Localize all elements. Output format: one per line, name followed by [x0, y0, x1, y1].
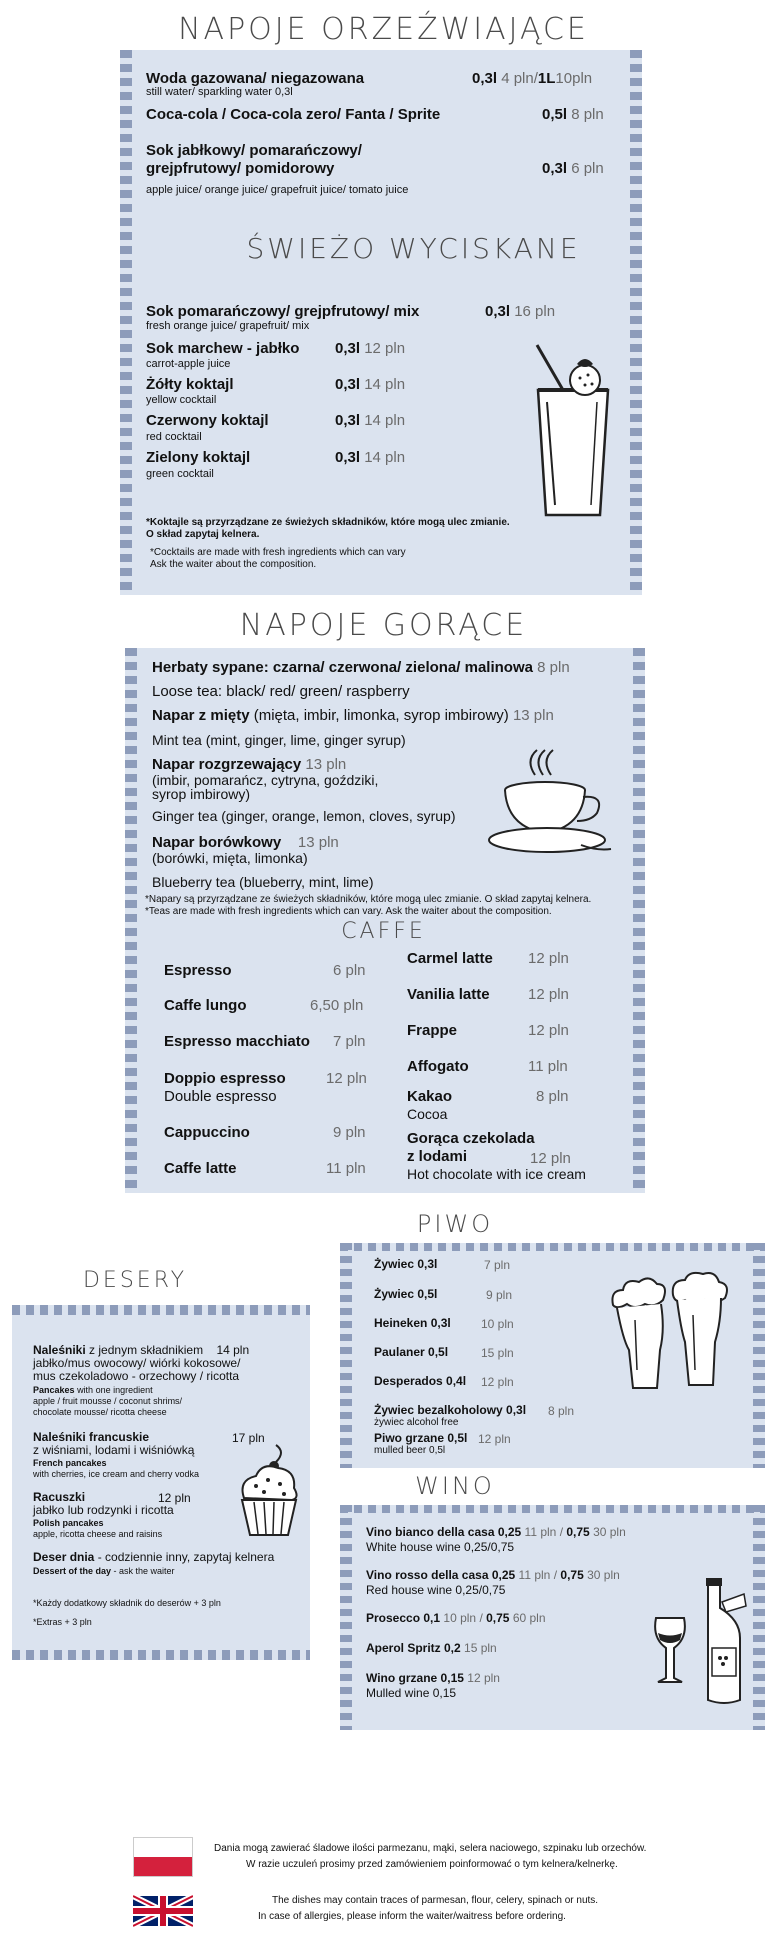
tea-cup-icon — [485, 745, 615, 860]
fresh-item-name: Sok marchew - jabłko — [146, 340, 300, 357]
fresh-item-sub: green cocktail — [146, 468, 214, 480]
coffee-price: 8 pln — [536, 1088, 569, 1105]
mulled-beer-name: Piwo grzane 0,5l — [374, 1431, 468, 1445]
water-price — [472, 70, 592, 87]
coffee-price: 7 pln — [333, 1033, 366, 1050]
white-wine-en: White house wine 0,25/0,75 — [366, 1540, 515, 1554]
white-wine-price-2: 30 pln — [593, 1525, 626, 1539]
beer-name: Żywiec 0,5l — [374, 1287, 438, 1301]
coffee-price: 6,50 pln — [310, 997, 364, 1014]
allergen-note-en-1: The dishes may contain traces of parmesan, flour, celery, spinach or nuts. — [272, 1895, 599, 1906]
pancakes-desc-2: jabłko/mus owocowy/ wiórki kokosowe/ — [33, 1356, 241, 1370]
coffee-name: Espresso — [164, 962, 232, 979]
desserts-note-1: *Każdy dodatkowy składnik do deserów + 3 pln — [33, 1598, 221, 1608]
ginger-tea-en: Ginger tea (ginger, orange, lemon, cloves, syrup) — [152, 808, 456, 824]
hot-chocolate-sub: Hot chocolate with ice cream — [407, 1166, 586, 1182]
coffee-name: Caffe latte — [164, 1160, 237, 1177]
fresh-item-name: Sok pomarańczowy/ grejpfrutowy/ mix — [146, 303, 420, 320]
wine-bottle-glass-icon — [648, 1578, 748, 1708]
allergen-note-pl-2: W razie uczuleń prosimy przed zamówieniem poinformować o tym kelnera/kelnerkę. — [246, 1859, 618, 1870]
wine-title: WINO — [415, 1472, 495, 1500]
beer-name: Żywiec 0,3l — [374, 1257, 438, 1271]
coffee-price: 12 pln — [528, 1022, 569, 1039]
fresh-item-vol: 0,3l — [335, 412, 361, 429]
mulled-wine-en: Mulled wine 0,15 — [366, 1686, 457, 1700]
coffee-price: 9 pln — [333, 1124, 366, 1141]
fresh-item-price — [485, 303, 555, 320]
coffee-price: 11 pln — [528, 1058, 568, 1075]
dessert-of-day-desc: - codziennie inny, zapytaj kelnera — [94, 1550, 275, 1564]
fresh-item-price-val: 12 pln — [364, 340, 406, 357]
hot-chocolate-price: 12 pln — [530, 1150, 571, 1167]
beer-price: 9 pln — [486, 1288, 513, 1302]
cola-price-val: 8 pln — [571, 106, 604, 123]
aperol-name: Aperol Spritz 0,2 — [366, 1641, 461, 1655]
allergen-note-en-2: In case of allergies, please inform the waiter/waitress before ordering. — [258, 1911, 566, 1922]
ginger-tea-desc-2: syrop imbirowy) — [152, 786, 251, 802]
pancakes-en-bold: Pancakes — [33, 1385, 75, 1395]
racuszki-price: 12 pln — [158, 1491, 191, 1505]
coffee-name: Frappe — [407, 1022, 458, 1039]
fresh-item-name: Żółty koktajl — [146, 376, 234, 393]
coffee-name: Carmel latte — [407, 950, 493, 967]
dessert-of-day-en-text: - ask the waiter — [111, 1566, 175, 1576]
water-vol2: 1L — [537, 70, 556, 87]
separator: / — [479, 1611, 483, 1625]
red-wine-price-2: 30 pln — [587, 1568, 620, 1582]
juice-name-2: grejpfrutowy/ pomidorowy — [146, 160, 335, 177]
white-wine-price-1: 11 pln — [524, 1525, 557, 1539]
beer-alcohol-free-price: 8 pln — [548, 1404, 575, 1418]
prosecco-vol-2: 0,75 — [486, 1611, 510, 1625]
coffee-sub: Double espresso — [164, 1088, 277, 1105]
fresh-item-sub: carrot-apple juice — [146, 358, 231, 370]
ginger-tea-desc-1: (imbir, pomarańcz, cytryna, goździki, — [152, 772, 379, 788]
racuszki-desc: jabłko lub rodzynki i ricotta — [33, 1503, 174, 1517]
juice-price-val: 6 pln — [571, 160, 604, 177]
juice-price — [542, 160, 604, 177]
juice-vol: 0,3l — [542, 160, 568, 177]
fresh-note-pl-1: *Koktajle są przyrządzane ze świeżych składników, które mogą ulec zmianie. — [146, 517, 510, 528]
coffee-name: Kakao — [407, 1088, 453, 1105]
desserts-note-2: *Extras + 3 pln — [33, 1617, 92, 1627]
prosecco-name: Prosecco 0,1 — [366, 1611, 441, 1625]
pancakes-price: 14 pln — [216, 1343, 250, 1357]
prosecco-price-2: 60 pln — [512, 1611, 546, 1625]
blueberry-tea-desc: (borówki, mięta, limonka) — [152, 850, 308, 866]
water-vol1: 0,3l — [472, 70, 498, 87]
blueberry-tea-name: Napar borówkowy — [152, 834, 282, 851]
mint-tea-price: 13 pln — [512, 707, 554, 724]
hot-note-2: *Teas are made with fresh ingredients which can vary. Ask the waiter about the composition. — [145, 906, 552, 917]
aperol — [366, 1640, 497, 1657]
coffee-price: 12 pln — [528, 986, 569, 1003]
mint-tea-name: Napar z mięty — [152, 707, 250, 724]
ginger-tea-name: Napar rozgrzewający — [152, 756, 302, 773]
juice-name-1: Sok jabłkowy/ pomarańczowy/ — [146, 142, 362, 159]
loose-tea — [152, 659, 570, 676]
beer-glasses-icon — [605, 1270, 735, 1395]
fresh-item-price-val: 14 pln — [364, 376, 406, 393]
water-name: Woda gazowana/ niegazowana — [146, 70, 365, 87]
caffe-title: CAFFE — [341, 919, 426, 944]
red-wine-vol-2: 0,75 — [560, 1568, 584, 1582]
coffee-price: 6 pln — [333, 962, 366, 979]
polish-flag-icon — [133, 1837, 193, 1877]
red-wine-price-1: 11 pln — [518, 1568, 551, 1582]
red-wine-name: Vino rosso della casa 0,25 — [366, 1568, 516, 1582]
beer-name: Heineken 0,3l — [374, 1316, 451, 1330]
fresh-item-vol: 0,3l — [335, 449, 361, 466]
fresh-item-sub: red cocktail — [146, 431, 202, 443]
beer-name: Desperados 0,4l — [374, 1374, 467, 1388]
pancakes-name: Naleśniki — [33, 1343, 86, 1357]
fresh-note-en-2: Ask the waiter about the composition. — [150, 559, 317, 570]
pancakes-en-3: chocolate mousse/ ricotta cheese — [33, 1407, 167, 1417]
coffee-name: Caffe lungo — [164, 997, 247, 1014]
uk-flag-icon — [133, 1890, 193, 1932]
cola-vol: 0,5l — [542, 106, 568, 123]
beer-alcohol-free-name: Żywiec bezalkoholowy 0,3l — [374, 1403, 527, 1417]
fresh-item-vol: 0,3l — [335, 340, 361, 357]
pancakes-en-1 — [33, 1385, 153, 1396]
cola-name: Coca-cola / Coca-cola zero/ Fanta / Sprite — [146, 106, 441, 123]
french-pancakes-desc: z wiśniami, lodami i wiśniówką — [33, 1443, 195, 1457]
fresh-item-sub: yellow cocktail — [146, 394, 217, 406]
white-wine-name: Vino bianco della casa 0,25 — [366, 1525, 522, 1539]
fresh-note-pl-2: O skład zapytaj kelnera. — [146, 529, 260, 540]
water-price1: 4 pln/ — [501, 70, 538, 87]
racuszki-en: apple, ricotta cheese and raisins — [33, 1529, 163, 1539]
water-price2: 10pln — [555, 70, 593, 87]
blueberry-tea — [152, 834, 339, 851]
beer-title: PIWO — [416, 1210, 494, 1238]
aperol-price: 15 pln — [464, 1641, 497, 1655]
mint-tea-en: Mint tea (mint, ginger, lime, ginger syrup) — [152, 732, 406, 748]
pancakes-desc-1: z jednym składnikiem — [89, 1343, 204, 1357]
mulled-beer-price: 12 pln — [478, 1432, 511, 1446]
beer-price: 10 pln — [481, 1317, 514, 1331]
ginger-tea-price: 13 pln — [305, 756, 347, 773]
french-pancakes-en: with cherries, ice cream and cherry vodka — [33, 1469, 200, 1479]
desserts-title: DESERY — [82, 1268, 188, 1293]
cola-price — [542, 106, 604, 123]
white-wine-vol-2: 0,75 — [566, 1525, 590, 1539]
dessert-of-day-en-bold: Dessert of the day — [33, 1566, 112, 1576]
pancakes-en-2: apple / fruit mousse / coconut shrims/ — [33, 1396, 183, 1406]
ginger-tea — [152, 756, 346, 773]
fresh-item-price — [335, 449, 405, 466]
french-pancakes-name: Naleśniki francuskie — [33, 1430, 150, 1444]
separator: / — [553, 1568, 558, 1582]
hot-title: NAPOJE GORĄCE — [239, 608, 528, 643]
fresh-item-name: Czerwony koktajl — [146, 412, 269, 429]
smoothie-glass-icon — [525, 340, 620, 525]
fresh-item-price-val: 14 pln — [364, 449, 406, 466]
racuszki-en-bold: Polish pancakes — [33, 1518, 104, 1528]
fresh-title: ŚWIEŻO WYCISKANE — [246, 232, 581, 265]
loose-tea-en: Loose tea: black/ red/ green/ raspberry — [152, 683, 410, 700]
beer-price: 12 pln — [481, 1375, 514, 1389]
coffee-name: Doppio espresso — [164, 1070, 286, 1087]
prosecco — [366, 1610, 546, 1627]
coffee-name: Affogato — [407, 1058, 469, 1075]
racuszki-name: Racuszki — [33, 1490, 86, 1504]
dessert-of-day — [33, 1549, 274, 1566]
loose-tea-name: Herbaty sypane: czarna/ czerwona/ zielona/ malinowa — [152, 659, 533, 676]
dessert-of-day-en — [33, 1566, 175, 1577]
fresh-item-price-val: 14 pln — [364, 412, 406, 429]
separator: / — [559, 1525, 564, 1539]
fresh-item-vol: 0,3l — [335, 376, 361, 393]
pancakes-desc-3: mus czekoladowo - orzechowy / ricotta — [33, 1369, 240, 1383]
blueberry-tea-en: Blueberry tea (blueberry, mint, lime) — [152, 874, 374, 890]
dessert-of-day-name: Deser dnia — [33, 1550, 95, 1564]
beer-name: Paulaner 0,5l — [374, 1345, 449, 1359]
coffee-name: Cappuccino — [164, 1124, 250, 1141]
fresh-item-price — [335, 376, 405, 393]
hot-chocolate-name-2: z lodami — [407, 1148, 468, 1165]
coffee-price: 12 pln — [326, 1070, 367, 1087]
juice-sub: apple juice/ orange juice/ grapefruit juice/ tomato juice — [146, 184, 409, 196]
hot-note-1: *Napary są przyrządzane ze świeżych składników, które mogą ulec zmianie. O skład zapytaj kelnera. — [145, 894, 592, 905]
coffee-name: Espresso macchiato — [164, 1033, 310, 1050]
beer-alcohol-free-sub: żywiec alcohol free — [374, 1417, 459, 1428]
water-sub: still water/ sparkling water 0,3l — [146, 86, 293, 98]
fresh-item-price-val: 16 pln — [514, 303, 556, 320]
blueberry-tea-price: 13 pln — [297, 834, 339, 851]
fresh-item-price — [335, 412, 405, 429]
fresh-item-name: Zielony koktajl — [146, 449, 251, 466]
mulled-wine-price: 12 pln — [467, 1671, 500, 1685]
loose-tea-price: 8 pln — [537, 659, 570, 676]
refresh-title: NAPOJE ORZEŹWIAJĄCE — [178, 12, 589, 47]
coffee-sub: Cocoa — [407, 1106, 448, 1122]
allergen-note-pl-1: Dania mogą zawierać śladowe ilości parmezanu, mąki, selera naciowego, szpinaku lub orzechów. — [214, 1843, 647, 1854]
red-wine-en: Red house wine 0,25/0,75 — [366, 1583, 506, 1597]
mulled-wine-name: Wino grzane 0,15 — [366, 1671, 464, 1685]
coffee-price: 11 pln — [326, 1160, 366, 1177]
mint-tea-desc: (mięta, imbir, limonka, syrop imbirowy) — [253, 707, 509, 724]
fresh-note-en-1: *Cocktails are made with fresh ingredients which can vary — [150, 547, 406, 558]
prosecco-price-1: 10 pln — [443, 1611, 477, 1625]
coffee-name: Vanilia latte — [407, 986, 490, 1003]
pancakes-en-text: with one ingredient — [77, 1385, 153, 1395]
french-pancakes-price: 17 pln — [232, 1431, 265, 1445]
mulled-beer-sub: mulled beer 0,5l — [374, 1445, 446, 1456]
fresh-item-sub: fresh orange juice/ grapefruit/ mix — [146, 320, 310, 332]
beer-price: 15 pln — [481, 1346, 514, 1360]
hot-chocolate-name-1: Gorąca czekolada — [407, 1130, 535, 1147]
coffee-price: 12 pln — [528, 950, 569, 967]
french-pancakes-en-bold: French pancakes — [33, 1458, 107, 1468]
fresh-item-vol: 0,3l — [485, 303, 511, 320]
beer-price: 7 pln — [484, 1258, 511, 1272]
fresh-item-price — [335, 340, 405, 357]
mint-tea — [152, 707, 554, 724]
